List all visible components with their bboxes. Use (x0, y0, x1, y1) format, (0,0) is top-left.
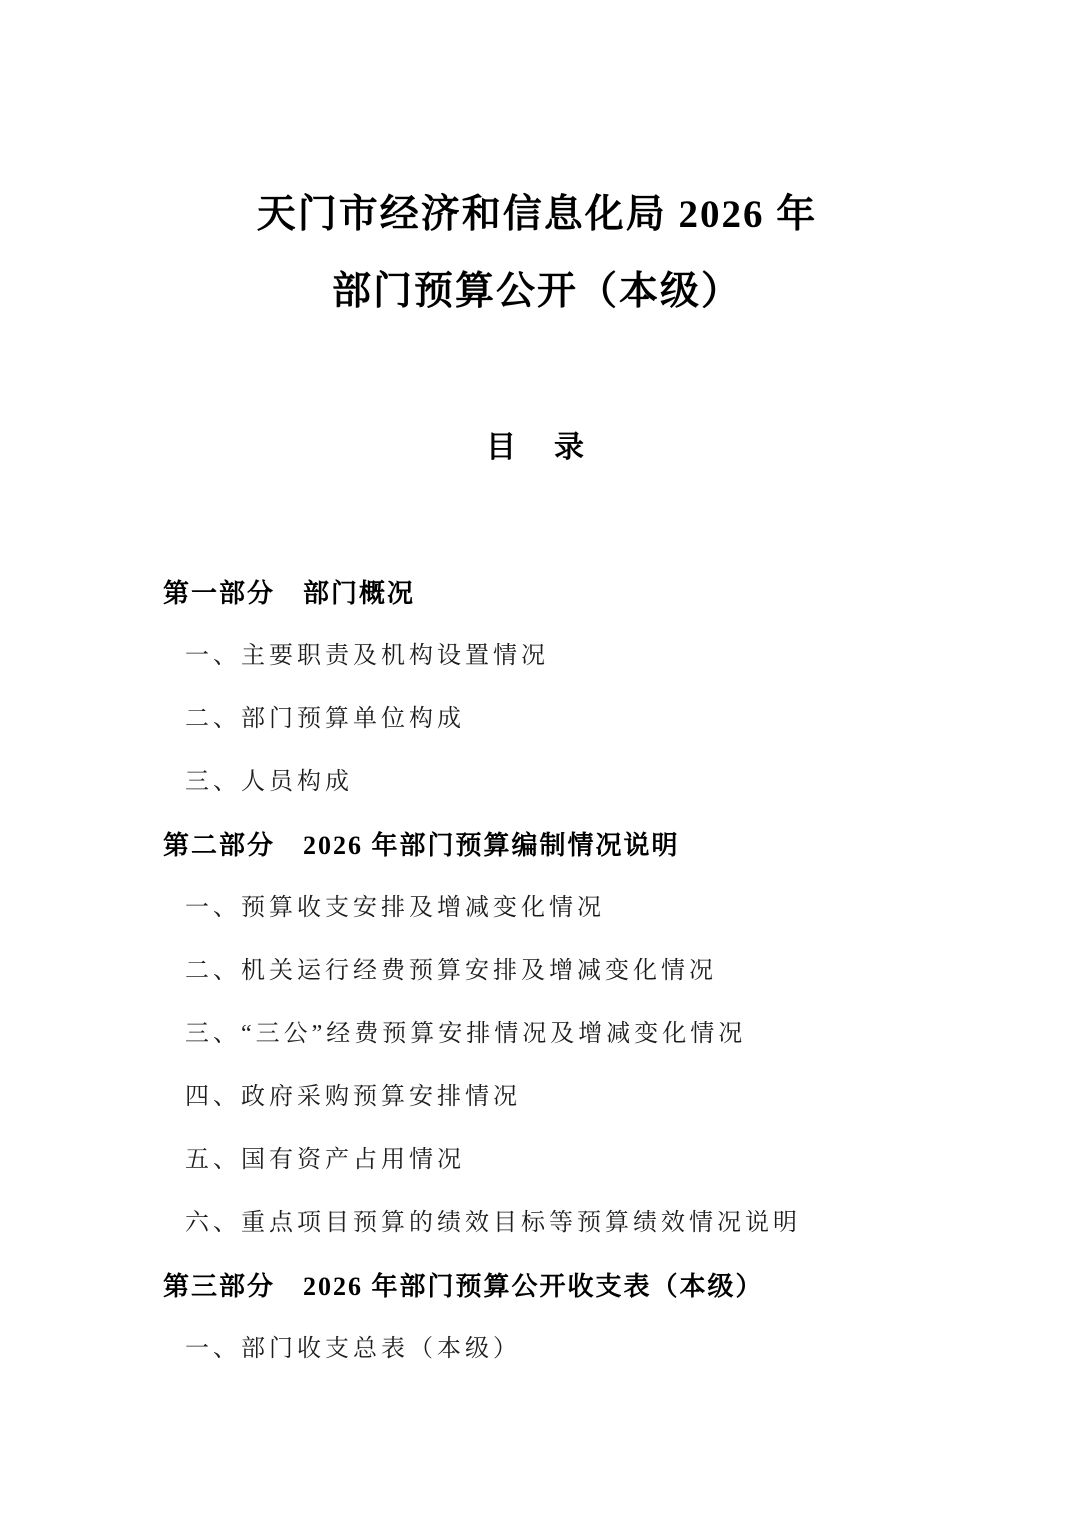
toc-item: 五、国有资产占用情况 (185, 1147, 465, 1173)
toc-heading: 目 录 (486, 431, 588, 464)
document-title (0, 176, 1074, 330)
toc-section-2-heading: 第二部分 2026 年部门预算编制情况说明 (163, 831, 680, 860)
table-of-contents (0, 562, 1074, 1381)
document-title-line-1: 天门市经济和信息化局 2026 年 (256, 193, 818, 236)
toc-item: 三、人员构成 (185, 769, 353, 795)
toc-item: 一、部门收支总表（本级） (185, 1336, 521, 1362)
toc-item: 四、政府采购预算安排情况 (185, 1084, 521, 1110)
toc-section-1-heading: 第一部分 部门概况 (163, 579, 416, 608)
toc-item: 三、“三公”经费预算安排情况及增减变化情况 (185, 1021, 747, 1047)
toc-section-3-heading: 第三部分 2026 年部门预算公开收支表（本级） (163, 1272, 764, 1301)
document-title-line-2: 部门预算公开（本级） (331, 270, 742, 313)
toc-item: 二、机关运行经费预算安排及增减变化情况 (185, 958, 717, 984)
toc-item: 二、部门预算单位构成 (185, 706, 465, 732)
toc-item: 一、主要职责及机构设置情况 (185, 643, 549, 669)
toc-item: 一、预算收支安排及增减变化情况 (185, 895, 605, 921)
toc-item: 六、重点项目预算的绩效目标等预算绩效情况说明 (185, 1210, 801, 1236)
